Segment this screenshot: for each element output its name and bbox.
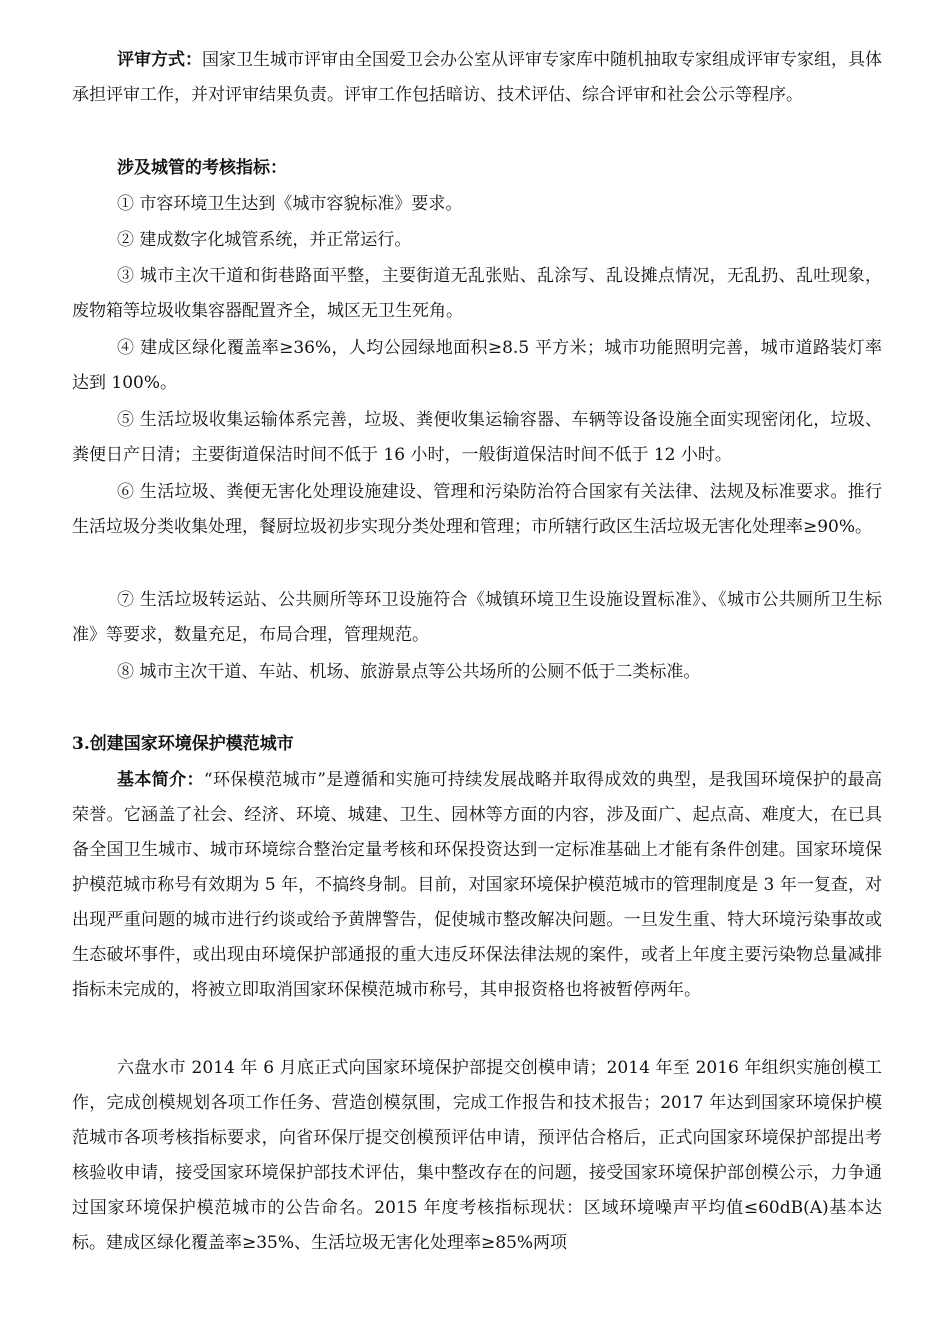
intro-paragraph [72,763,882,1008]
indicator-item-6: ⑥ 生活垃圾、粪便无害化处理设施建设、管理和污染防治符合国家有关法律、法规及标准要求。推行生活垃圾分类收集处理，餐厨垃圾初步实现分类处理和管理；市所辖行政区生活垃圾无害化处理率≥90%。 [72,482,882,537]
indicator-item-1: ① 市容环境卫生达到《城市容貌标准》要求。 [117,194,463,214]
indicator-item-2: ② 建成数字化城管系统，并正常运行。 [117,230,412,250]
indicator-item-8: ⑧ 城市主次干道、车站、机场、旅游景点等公共场所的公厕不低于二类标准。 [117,662,701,682]
review-method-label: 评审方式： [117,50,202,70]
intro-label: 基本简介： [117,770,204,790]
indicators-label: 涉及城管的考核指标： [117,158,287,178]
indicator-item-4: ④ 建成区绿化覆盖率≥36%，人均公园绿地面积≥8.5 平方米；城市功能照明完善，城市道路装灯率达到 100%。 [72,338,882,393]
indicator-item-5: ⑤ 生活垃圾收集运输体系完善，垃圾、粪便收集运输容器、车辆等设备设施全面实现密闭化，垃圾、粪便日产日清；主要街道保洁时间不低于 16 小时，一般街道保洁时间不低于 12 小时。 [72,410,882,465]
review-method-text: 国家卫生城市评审由全国爱卫会办公室从评审专家库中随机抽取专家组成评审专家组，具体承担评审工作，并对评审结果负责。评审工作包括暗访、技术评估、综合评审和社会公示等程序。 [72,50,882,105]
review-method-paragraph [72,43,882,113]
intro-text: “环保模范城市”是遵循和实施可持续发展战略并取得成效的典型，是我国环境保护的最高荣誉。它涵盖了社会、经济、环境、城建、卫生、园林等方面的内容，涉及面广、起点高、难度大，在已具备全国卫生城市、城市环境综合整治定量考核和环保投资达到一定标准基础上才能有条件创建。国家环境保护模范城市称号有效期为 5 年，不搞终身制。目前，对国家环境保护模范城市的管理制度是 3 年一复查，对出现严重问题的城市进行约谈或给予黄牌警告，促使城市整改解决问题。一旦发生重、特大环境污染事故或生态破坏事件，或出现由环境保护部通报的重大违反环保法律法规的案件，或者上年度主要污染物总量减排指标未完成的，将被立即取消国家环保模范城市称号，其申报资格也将被暂停两年。 [72,770,882,1000]
section-3-heading: 3.创建国家环境保护模范城市 [72,734,294,754]
indicator-item-3: ③ 城市主次干道和街巷路面平整，主要街道无乱张贴、乱涂写、乱设摊点情况，无乱扔、乱吐现象，废物箱等垃圾收集容器配置齐全，城区无卫生死角。 [72,266,882,321]
city-paragraph: 六盘水市 2014 年 6 月底正式向国家环境保护部提交创模申请；2014 年至 2016 年组织实施创模工作，完成创模规划各项工作任务、营造创模氛围，完成工作报告和技术报告；2017 年达到国家环境保护模范城市各项考核指标要求，向省环保厅提交创模预评估申请，预评估合格后，正式向国家环境保护部提出考核验收申请，接受国家环境保护部技术评估，集中整改存在的问题，接受国家环境保护部创模公示，力争通过国家环境保护模范城市的公告命名。2015 年度考核指标现状：区域环境噪声平均值≤60dB(A)基本达标。建成区绿化覆盖率≥35%、生活垃圾无害化处理率≥85%两项 [72,1058,882,1253]
indicator-item-7: ⑦ 生活垃圾转运站、公共厕所等环卫设施符合《城镇环境卫生设施设置标准》、《城市公共厕所卫生标准》等要求，数量充足，布局合理，管理规范。 [72,590,882,645]
